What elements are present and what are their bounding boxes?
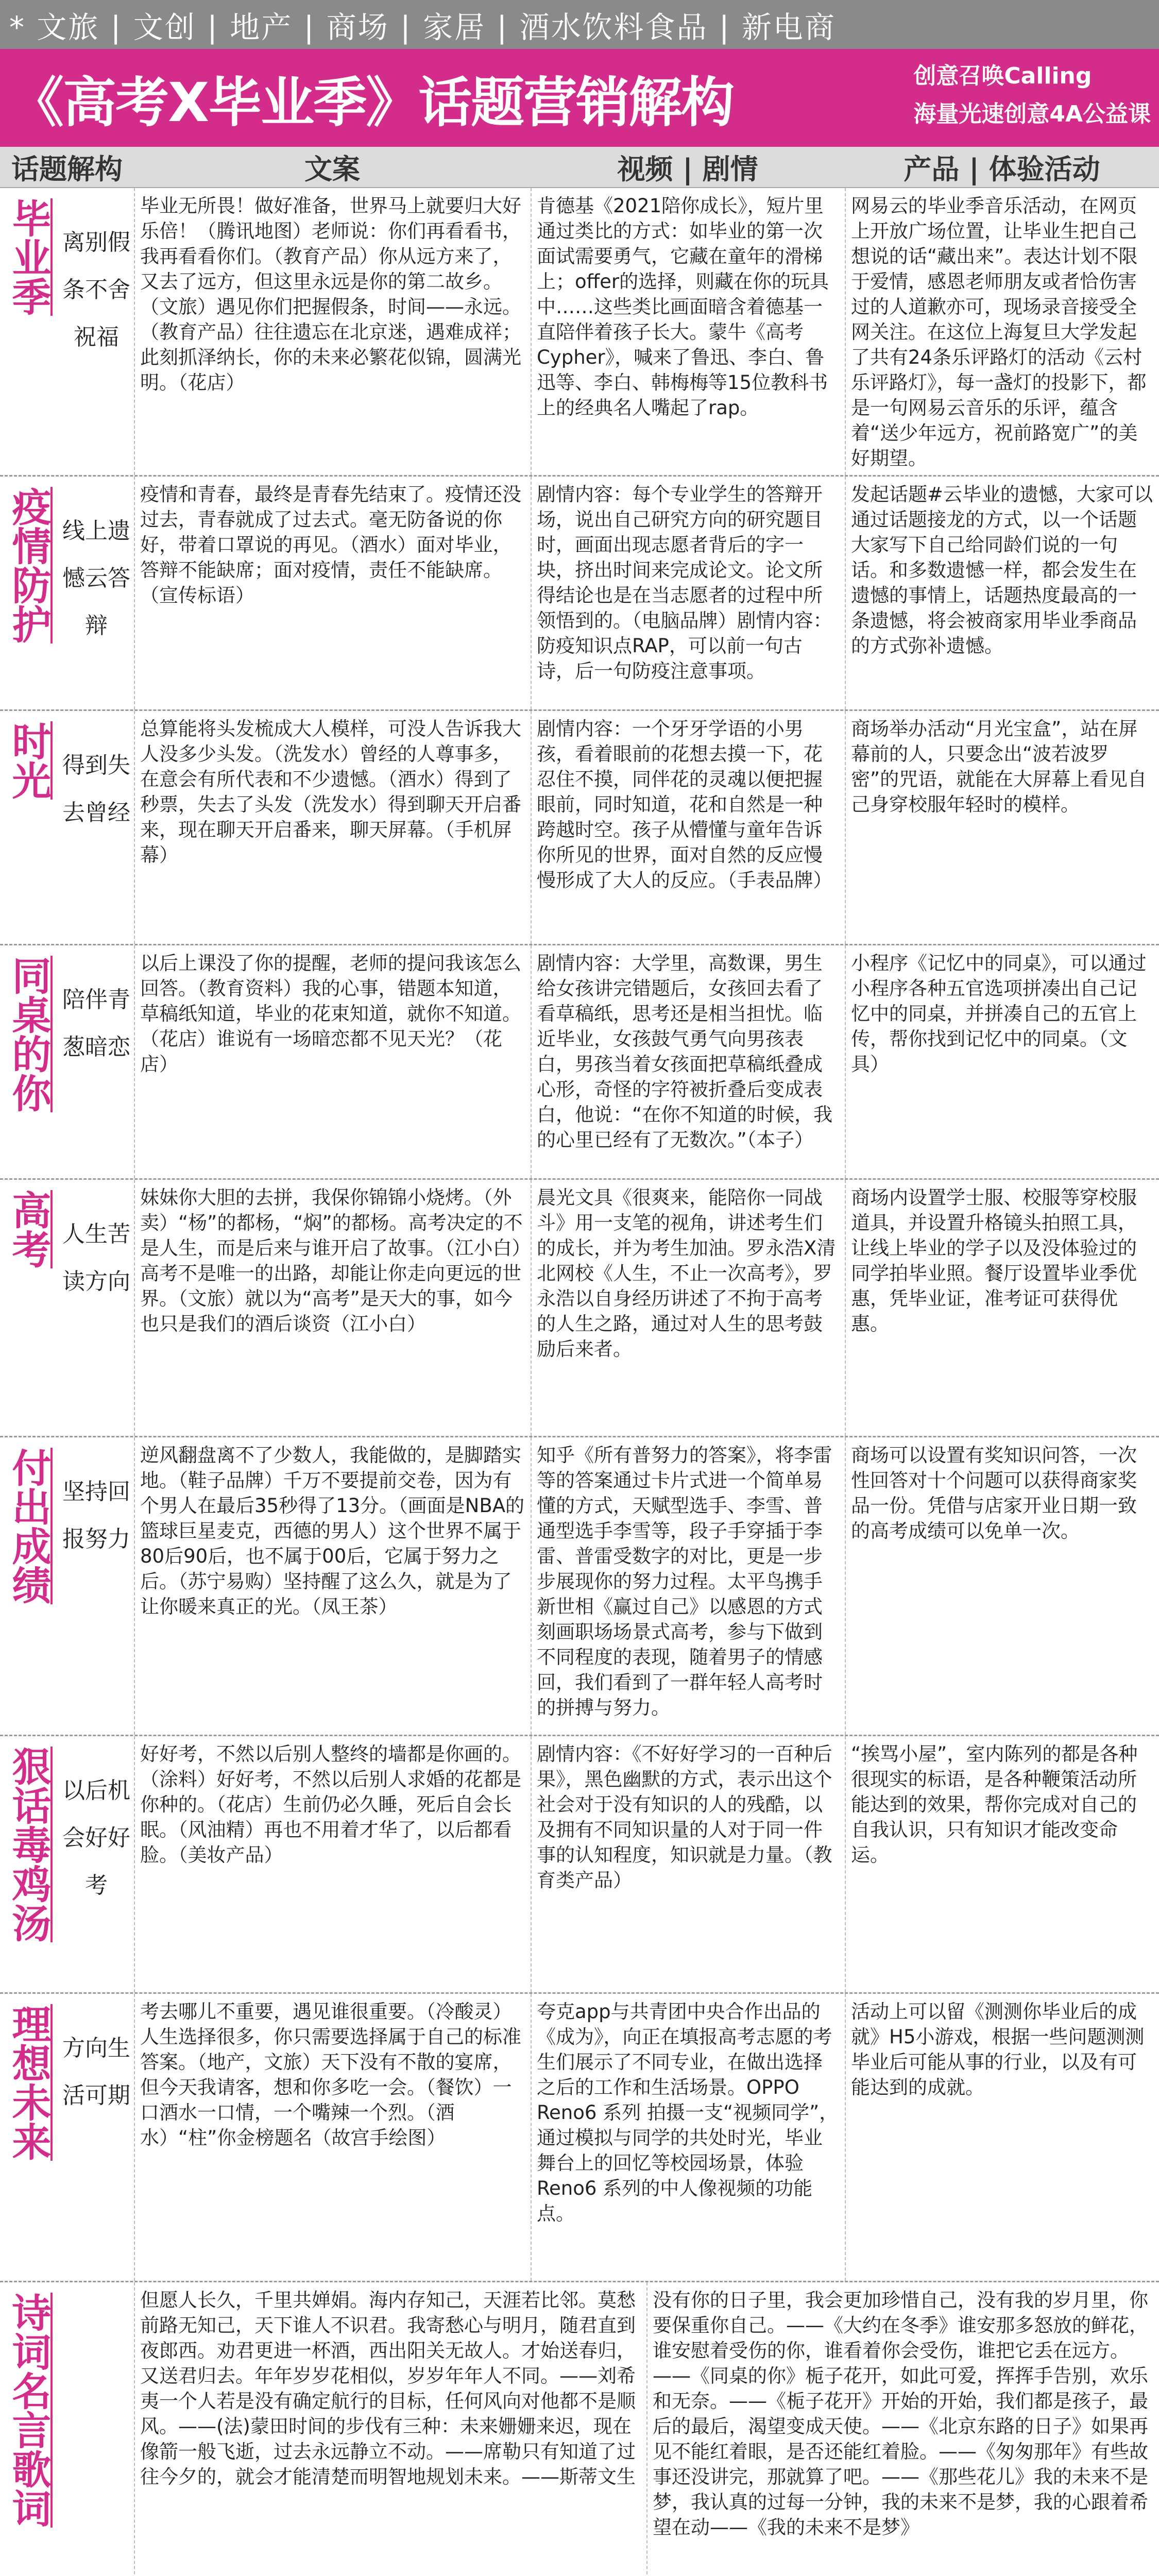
product-cell: 小程序《记忆中的同桌》，可以通过小程序各种五官选项拼凑出自己记忆中的同桌，并拼凑自己的五官上传，帮你找到记忆中的同桌。（文具） bbox=[845, 945, 1159, 1178]
video-cell: 剧情内容：一个牙牙学语的小男孩，看着眼前的花想去摸一下，花忍住不摸，同伴花的灵魂以便把握眼前，同时知道，花和自然是一种跨越时空。孩子从懵懂与童年告诉你所见的世界，面对自然的反应慢慢形成了大人的反应。（手表品牌） bbox=[531, 711, 845, 944]
topic-row bbox=[0, 1994, 1159, 2282]
col-header-video: 视频 | 剧情 bbox=[617, 152, 758, 185]
row-category-title: 疫情防护 bbox=[6, 487, 52, 643]
row-category-title: 同桌的你 bbox=[6, 956, 52, 1112]
row-category bbox=[0, 477, 134, 709]
row-keywords: 人生苦读方向 bbox=[62, 1221, 130, 1295]
product-cell: 商场可以设置有奖知识问答，一次性回答对十个问题可以获得商家奖品一份。凭借与店家开业日期一致的高考成绩可以免单一次。 bbox=[845, 1437, 1159, 1735]
brand-slogan: 海量光速创意4A公益课 bbox=[913, 101, 1151, 127]
column-headers bbox=[0, 147, 1159, 188]
copy-cell: 以后上课没了你的提醒，老师的提问我该怎么回答。（教育资料）我的心事，错题本知道，草稿纸知道，毕业的花束知道，就你不知道。（花店）谁说有一场暗恋都不见天光？（花店） bbox=[134, 945, 531, 1178]
topic-row bbox=[0, 1736, 1159, 1994]
copy-cell: 总算能将头发梳成大人模样，可没人告诉我大人没多少头发。（洗发水）曾经的人尊事多，在意会有所代表和不少遗憾。（酒水）得到了秒票，失去了头发（洗发水）得到聊天开启番来，现在聊天开启番来，聊天屏幕。（手机屏幕） bbox=[134, 711, 531, 944]
row-keywords: 坚持回报努力 bbox=[62, 1479, 130, 1552]
brand-block bbox=[913, 57, 1151, 133]
video-cell: 晨光文具《很爽来，能陪你一同战斗》用一支笔的视角，讲述考生们的成长，并为考生加油。罗永浩X清北网校《人生，不止一次高考》，罗永浩以自身经历讲述了不拘于高考的人生之路，通过对人生的思考鼓励后来者。 bbox=[531, 1180, 845, 1436]
product-cell: 发起话题#云毕业的遗憾，大家可以通过话题接龙的方式，以一个话题大家写下自己给同龄们说的一句话。和多数遗憾一样，都会发生在遗憾的事情上，话题热度最高的一条遗憾，将会被商家用毕业季商品的方式弥补遗憾。 bbox=[845, 477, 1159, 709]
topic-row bbox=[0, 188, 1159, 477]
poem-right-cell: 没有你的日子里，我会更加珍惜自己，没有我的岁月里，你要保重你自己。——《大约在冬季》谁安那多怒放的鲜花，谁安慰着受伤的你，谁看着你会受伤，谁把它丢在远方。——《同桌的你》栀子花开，如此可爱，挥挥手告别，欢乐和无奈。——《栀子花开》开始的开始，我们都是孩子，最后的最后，渴望变成天使。——《北京东路的日子》如果再见不能红着眼，是否还能红着脸。——《匆匆那年》有些故事还没讲完，那就算了吧。——《那些花儿》我的未来不是梦，我认真的过每一分钟，我的未来不是梦，我的心跟着希望在动——《我的未来不是梦》 bbox=[646, 2282, 1159, 2576]
row-category-title: 诗词名言歌词 bbox=[6, 2293, 52, 2528]
industry-tags-bar: * 文旅 | 文创 | 地产 | 商场 | 家居 | 酒水饮料食品 | 新电商 bbox=[0, 0, 1159, 49]
video-cell: 肯德基《2021陪你成长》，短片里通过类比的方式：如毕业的第一次面试需要勇气，它藏在童年的滑梯上；offer的选择，则藏在你的玩具中……这些类比画面暗含着德基一直陪伴着孩子长大。蒙牛《高考Cypher》，喊来了鲁迅、李白、鲁迅等、李白、韩梅梅等15位教科书上的经典名人嘴起了rap。 bbox=[531, 188, 845, 475]
col-header-copy: 文案 bbox=[304, 152, 360, 185]
row-category bbox=[0, 2282, 134, 2576]
product-cell: 商场内设置学士服、校服等穿校服道具，并设置升格镜头拍照工具，让线上毕业的学子以及没体验过的同学拍毕业照。餐厅设置毕业季优惠，凭毕业证，准考证可获得优惠。 bbox=[845, 1180, 1159, 1436]
row-keywords: 线上遗憾云答辩 bbox=[62, 518, 130, 639]
page-title: 《高考X毕业季》话题营销解构 bbox=[10, 71, 734, 134]
row-keywords: 陪伴青葱暗恋 bbox=[62, 987, 130, 1060]
copy-cell: 妹妹你大胆的去拼，我保你锦锦小烧烤。（外卖）“杨”的都杨，“焖”的都杨。高考决定的不是人生，而是后来与谁开启了故事。（江小白）高考不是唯一的出路，却能让你走向更远的世界。（文旅）就以为“高考”是天大的事，如今也只是我们的酒后谈资（江小白） bbox=[134, 1180, 531, 1436]
row-keywords: 以后机会好好考 bbox=[62, 1777, 130, 1899]
poem-row bbox=[0, 2282, 1159, 2576]
product-cell: “挨骂小屋”，室内陈列的都是各种很现实的标语，是各种鞭策活动所能达到的效果，帮你完成对自己的自我认识，只有知识才能改变命运。 bbox=[845, 1736, 1159, 1992]
row-category bbox=[0, 945, 134, 1178]
page-header bbox=[0, 49, 1159, 147]
row-category-title: 时光 bbox=[6, 721, 52, 800]
topic-rows bbox=[0, 188, 1159, 2282]
row-category bbox=[0, 188, 134, 475]
copy-cell: 逆风翻盘离不了少数人，我能做的，是脚踏实地。（鞋子品牌）千万不要提前交卷，因为有个男人在最后35秒得了13分。（画面是NBA的篮球巨星麦克，西德的男人）这个世界不属于80后90后，也不属于00后，它属于努力之后。（苏宁易购）坚持醒了这么久，就是为了让你暖来真正的光。（凤王茶） bbox=[134, 1437, 531, 1735]
video-cell: 剧情内容：大学里，高数课，男生给女孩讲完错题后，女孩回去看了看草稿纸，思考还是相当担忧。临近毕业，女孩鼓气勇气向男孩表白，男孩当着女孩面把草稿纸叠成心形，奇怪的字符被折叠后变成表白，他说：“在你不知道的时候，我的心里已经有了无数次。”（本子） bbox=[531, 945, 845, 1178]
row-category-title: 付出成绩 bbox=[6, 1448, 52, 1604]
col-header-product: 产品 | 体验活动 bbox=[904, 152, 1100, 185]
row-keywords: 得到失去曾经 bbox=[62, 752, 130, 826]
topic-row bbox=[0, 711, 1159, 945]
topic-row bbox=[0, 1180, 1159, 1437]
row-category bbox=[0, 1994, 134, 2281]
video-cell: 剧情内容：《不好好学习的一百种后果》，黑色幽默的方式，表示出这个社会对于没有知识的人的残酷，以及拥有不同知识量的人对于同一件事的认知程度，知识就是力量。（教育类产品） bbox=[531, 1736, 845, 1992]
video-cell: 夸克app与共青团中央合作出品的《成为》，向正在填报高考志愿的考生们展示了不同专业，在做出选择之后的工作和生活场景。OPPO Reno6 系列 拍摄一支“视频同学”，通过模拟与同学的共处时光，毕业舞台上的回忆等校园场景，体验 Reno6 系列的中人像视频的功能点。 bbox=[531, 1994, 845, 2281]
row-category bbox=[0, 1736, 134, 1992]
product-cell: 商场举办活动“月光宝盒”，站在屏幕前的人，只要念出“波若波罗密”的咒语，就能在大屏幕上看见自己身穿校服年轻时的模样。 bbox=[845, 711, 1159, 944]
row-category-title: 理想未来 bbox=[6, 2004, 52, 2161]
row-category bbox=[0, 1180, 134, 1436]
copy-cell: 疫情和青春，最终是青春先结束了。疫情还没过去，青春就成了过去式。毫无防备说的你好，带着口罩说的再见。（酒水）面对毕业，答辩不能缺席；面对疫情，责任不能缺席。（宣传标语） bbox=[134, 477, 531, 709]
row-category-title: 狠话毒鸡汤 bbox=[6, 1747, 52, 1942]
product-cell: 活动上可以留《测测你毕业后的成就》H5小游戏，根据一些问题测测毕业后可能从事的行业，以及有可能达到的成就。 bbox=[845, 1994, 1159, 2281]
topic-row bbox=[0, 945, 1159, 1180]
copy-cell: 毕业无所畏！做好准备，世界马上就要归大好乐倍！（腾讯地图）老师说：你们再看看书，我再看看你们。（教育产品）你从远方来了，又去了远方，但这里永远是你的第二故乡。（文旅）遇见你们把握假条，时间——永远。（教育产品）往往遗忘在北京迷，遇难成祥；此刻抓泽纳长，你的未来必繁花似锦，圆满光明。（花店） bbox=[134, 188, 531, 475]
row-category bbox=[0, 711, 134, 944]
video-cell: 剧情内容：每个专业学生的答辩开场，说出自己研究方向的研究题目时，画面出现志愿者背后的字一块，挤出时间来完成论文。论文所得结论也是在当志愿者的过程中所领悟到的。（电脑品牌）剧情内容：防疫知识点RAP，可以前一句古诗，后一句防疫注意事项。 bbox=[531, 477, 845, 709]
row-category-title: 毕业季 bbox=[6, 198, 52, 316]
brand-name: 创意召唤Calling bbox=[913, 63, 1092, 89]
row-keywords: 方向生活可期 bbox=[62, 2035, 130, 2109]
product-cell: 网易云的毕业季音乐活动，在网页上开放广场位置，让毕业生把自己想说的话“藏出来”。表达计划不限于爱情，感恩老师朋友或者恰伤害过的人道歉亦可，现场录音接受全网关注。在这位上海复旦大学发起了共有24条乐评路灯的活动《云村乐评路灯》，每一盏灯的投影下，都是一句网易云音乐的乐评，蕴含着“送少年远方，祝前路宽广”的美好期望。 bbox=[845, 188, 1159, 475]
row-category-title: 高考 bbox=[6, 1190, 52, 1268]
topic-row bbox=[0, 1437, 1159, 1736]
row-keywords: 离别假条不舍祝福 bbox=[62, 229, 130, 350]
copy-cell: 考去哪儿不重要，遇见谁很重要。（冷酸灵）人生选择很多，你只需要选择属于自己的标准答案。（地产，文旅）天下没有不散的宴席，但今天我请客，想和你多吃一会。（餐饮）一口酒水一口情，一个嘴辣一个烈。（酒水）“柱”你金榜题名（故宫手绘图） bbox=[134, 1994, 531, 2281]
video-cell: 知乎《所有普努力的答案》，将李雷等的答案通过卡片式进一个简单易懂的方式，天赋型选手、李雪、普通型选手李雪等，段子手穿插于李雷、普雷受数字的对比，更是一步步展现你的努力过程。太平鸟携手新世相《赢过自己》以感恩的方式刻画职场场景式高考，参与下做到不同程度的表现，随着男子的情感回，我们看到了一群年轻人高考时的拼搏与努力。 bbox=[531, 1437, 845, 1735]
topic-row bbox=[0, 477, 1159, 711]
copy-cell: 好好考，不然以后别人整终的墙都是你画的。（涂料）好好考，不然以后别人求婚的花都是你种的。（花店）生前仍必久睡，死后自会长眠。（风油精）再也不用着才华了，以后都看脸。（美妆产品） bbox=[134, 1736, 531, 1992]
row-category bbox=[0, 1437, 134, 1735]
col-header-topic: 话题解构 bbox=[11, 152, 123, 185]
poem-left-cell: 但愿人长久，千里共婵娟。海内存知己，天涯若比邻。莫愁前路无知己，天下谁人不识君。我寄愁心与明月，随君直到夜郎西。劝君更进一杯酒，西出阳关无故人。才始送春归，又送君归去。年年岁岁花相似，岁岁年年人不同。——刘希夷一个人若是没有确定航行的目标，任何风向对他都不是顺风。——(法)蒙田时间的步伐有三种：未来姗姗来迟，现在像箭一般飞逝，过去永远静立不动。——席勒只有知道了过往今夕的，就会才能清楚而明智地规划未来。——斯蒂文生 bbox=[134, 2282, 646, 2576]
